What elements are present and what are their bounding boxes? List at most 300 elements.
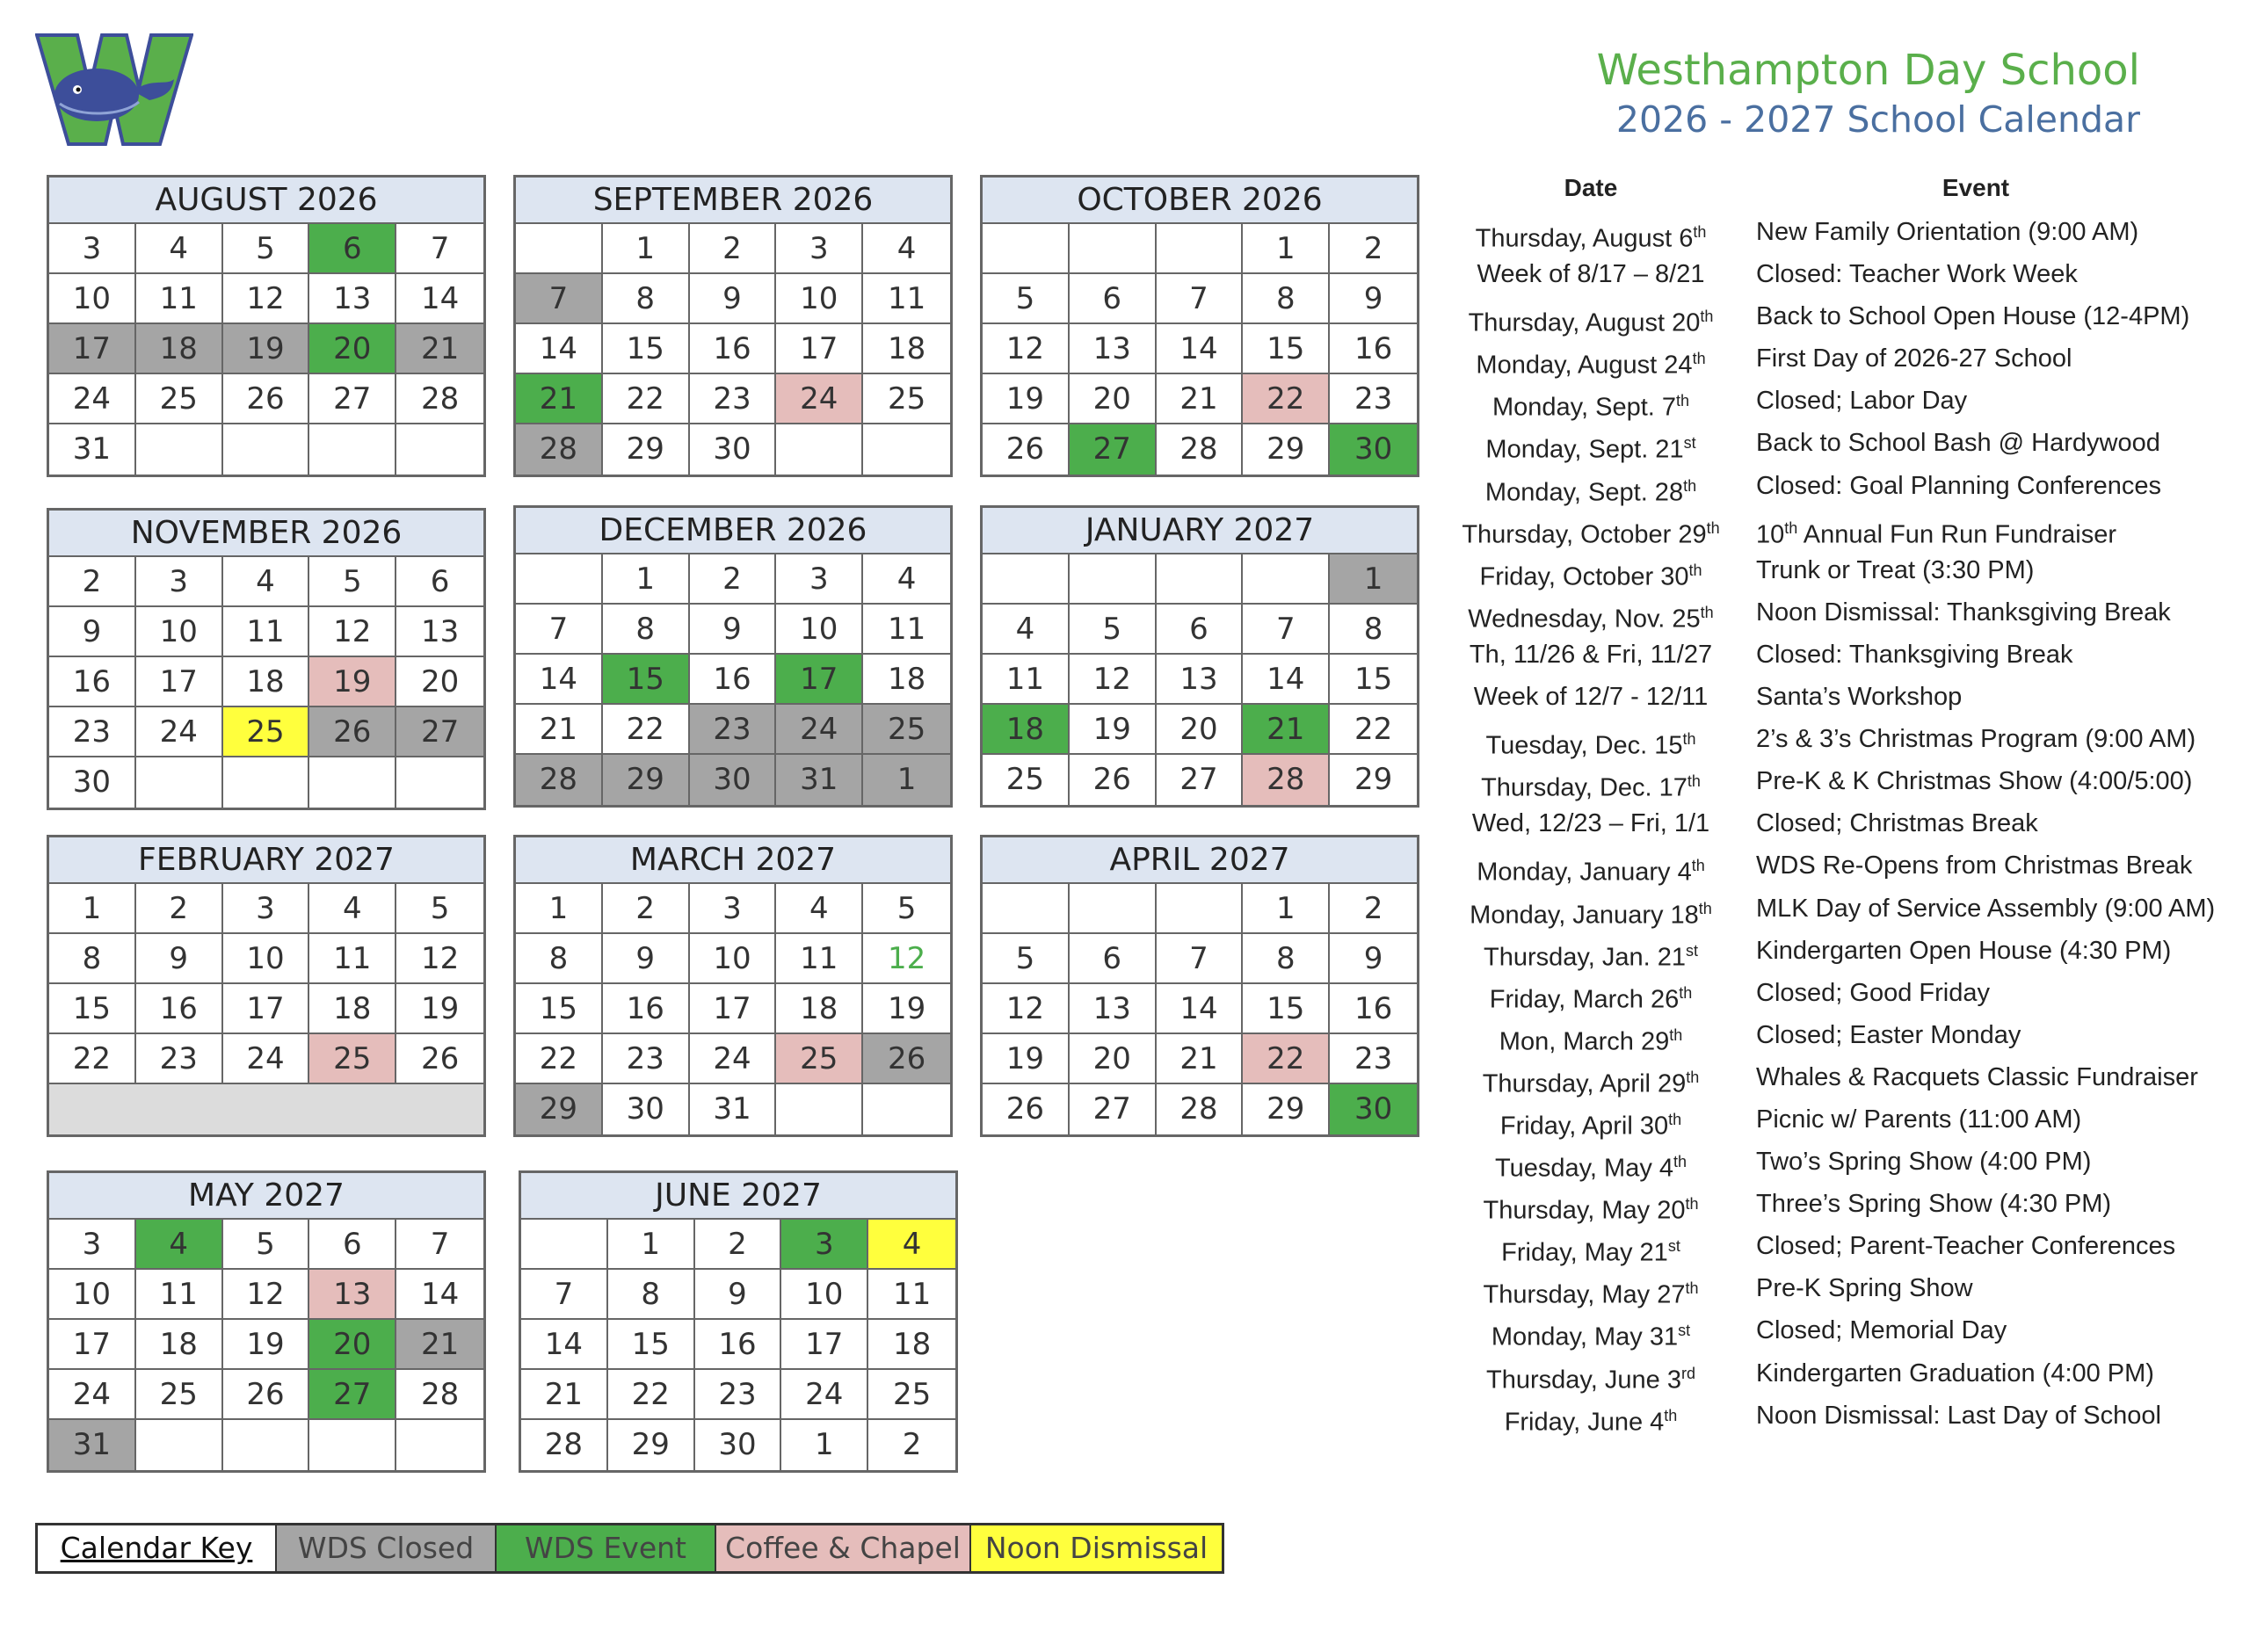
day-cell: 14: [521, 1320, 608, 1370]
month-calendar-december-2026: [513, 505, 953, 808]
day-cell: [396, 424, 483, 475]
event-date: [1459, 1056, 1723, 1098]
day-cell: 11: [863, 605, 950, 655]
event-description-text: Closed; Good Friday: [1756, 978, 1990, 1007]
day-cell: 11: [983, 655, 1070, 705]
day-cell: 21: [516, 374, 603, 424]
day-cell: 15: [608, 1320, 695, 1370]
day-cell: 14: [1157, 324, 1244, 374]
day-cell: [1157, 554, 1244, 605]
event-column-header: Event: [1942, 174, 2010, 201]
day-cell: 23: [690, 374, 777, 424]
event-description-text: WDS Re-Opens from Christmas Break: [1756, 851, 2193, 880]
event-date: [1459, 930, 1723, 972]
event-date-text: Wednesday, Nov. 25: [1468, 605, 1701, 634]
day-cell: 11: [863, 274, 950, 324]
day-cell: 20: [396, 657, 483, 707]
day-cell: 21: [1157, 1034, 1244, 1084]
day-cell: 3: [136, 557, 223, 607]
event-description: [1756, 1183, 2111, 1225]
day-cell: 22: [608, 1370, 695, 1420]
day-cell: 24: [776, 374, 863, 424]
day-cell: 5: [1070, 605, 1157, 655]
event-description-text: Trunk or Treat (3:30 PM): [1756, 555, 2035, 584]
day-cell: 14: [1243, 655, 1330, 705]
day-cell: 4: [868, 1220, 955, 1270]
event-date: [1459, 844, 1723, 887]
event-date-text: Monday, Sept. 7: [1492, 394, 1677, 423]
day-cell: 11: [136, 274, 223, 324]
event-date: [1459, 549, 1723, 591]
event-description: [1756, 253, 2078, 295]
ordinal-suffix: th: [1691, 857, 1705, 875]
day-cell: 17: [49, 324, 136, 374]
event-description-text: Back to School Open House (12-4PM): [1756, 302, 2190, 331]
ordinal-suffix: th: [1685, 1279, 1699, 1298]
day-cell: 27: [309, 1370, 396, 1420]
month-day-grid: [983, 554, 1417, 805]
event-row: [1459, 591, 2232, 634]
day-cell: 10: [776, 605, 863, 655]
date-column-header: Date: [1564, 174, 1618, 201]
day-cell: [223, 1420, 310, 1470]
day-cell: 2: [902, 1427, 922, 1462]
event-description-text: Closed; Parent-Teacher Conferences: [1756, 1232, 2176, 1261]
day-cell: 25: [868, 1370, 955, 1420]
event-date-text: Friday, April 30: [1499, 1112, 1669, 1141]
day-cell: [863, 1084, 950, 1134]
day-cell: 29: [1243, 1084, 1330, 1134]
day-cell: 17: [136, 657, 223, 707]
day-cell: 7: [516, 605, 603, 655]
month-calendar-november-2026: [47, 508, 486, 810]
school-name: Westhampton Day School: [1596, 46, 2140, 95]
ordinal-suffix: th: [1669, 1025, 1683, 1044]
event-date: [1459, 1098, 1723, 1141]
day-cell: 28: [1157, 1084, 1244, 1134]
month-calendar-february-2027: [47, 835, 486, 1137]
month-day-grid: [49, 1220, 483, 1470]
event-row: [1459, 465, 2232, 507]
event-description: [1756, 802, 2038, 844]
day-cell: 5: [309, 557, 396, 607]
day-cell: 14: [516, 324, 603, 374]
day-cell: 29: [603, 424, 690, 475]
day-cell: 4: [309, 884, 396, 934]
event-date-text: Friday, May 21: [1501, 1238, 1668, 1267]
event-description-text: Whales & Racquets Classic Fundraiser: [1756, 1062, 2198, 1091]
events-table: [1459, 174, 2232, 1437]
day-cell: 24: [690, 1034, 777, 1084]
event-description: [1756, 844, 2192, 887]
day-cell: 29: [603, 755, 690, 805]
day-cell: 16: [695, 1320, 782, 1370]
day-cell: 21: [521, 1370, 608, 1420]
ordinal-suffix: th: [1679, 983, 1693, 1002]
event-description: [1756, 930, 2171, 972]
day-cell: 24: [781, 1370, 868, 1420]
event-date-text: Week of 8/17 – 8/21: [1477, 260, 1705, 289]
event-date-text: Monday, Sept. 28: [1484, 478, 1684, 507]
day-cell: 18: [863, 324, 950, 374]
ordinal-suffix: st: [1667, 1237, 1680, 1256]
day-cell: 7: [396, 224, 483, 274]
day-cell: 19: [1070, 705, 1157, 755]
day-cell: 26: [396, 1034, 483, 1084]
month-title: MAY 2027: [49, 1173, 483, 1220]
day-cell: 1: [863, 755, 950, 805]
day-cell: 19: [983, 1034, 1070, 1084]
event-description-text: Picnic w/ Parents (11:00 AM): [1756, 1105, 2082, 1134]
day-cell: 22: [603, 705, 690, 755]
ordinal-suffix: th: [1676, 392, 1690, 410]
event-date: [1459, 1309, 1723, 1351]
month-day-grid: [983, 224, 1417, 475]
key-wds-event: WDS Event: [497, 1525, 716, 1571]
day-cell: 3: [776, 554, 863, 605]
event-description-text: Closed; Memorial Day: [1756, 1316, 2007, 1345]
day-cell: 22: [603, 374, 690, 424]
ordinal-suffix: th: [1688, 561, 1702, 579]
event-date: [1459, 1352, 1723, 1395]
event-description: [1756, 1141, 2091, 1183]
events-table-header: [1459, 174, 2232, 211]
event-date-text: Th, 11/26 & Fri, 11/27: [1469, 640, 1713, 669]
month-day-grid: [516, 884, 950, 1134]
month-title: APRIL 2027: [983, 837, 1417, 884]
event-description: [1756, 718, 2196, 760]
event-description: [1756, 1352, 2154, 1395]
day-cell: 18: [136, 1320, 223, 1370]
events-rows: [1459, 211, 2232, 1437]
day-cell: 2: [690, 224, 777, 274]
calendar-key: [35, 1523, 1224, 1574]
day-cell: 18: [136, 324, 223, 374]
key-coffee-chapel: Coffee & Chapel: [716, 1525, 971, 1571]
day-cell: 24: [136, 707, 223, 757]
event-description: [1756, 549, 2034, 591]
event-date-text: Tuesday, Dec. 15: [1485, 731, 1683, 760]
day-cell: [983, 554, 1070, 605]
month-calendar-june-2027: [519, 1170, 958, 1473]
day-cell: 14: [396, 1270, 483, 1320]
day-cell: 8: [608, 1270, 695, 1320]
month-calendar-january-2027: [980, 505, 1419, 808]
ordinal-suffix: th: [1700, 603, 1714, 621]
day-cell: 12: [1070, 655, 1157, 705]
day-cell: 14: [396, 274, 483, 324]
day-cell: 12: [396, 934, 483, 984]
event-date: [1459, 718, 1723, 760]
event-description: [1756, 591, 2171, 634]
event-date-text: Friday, October 30: [1479, 562, 1689, 591]
day-cell: 9: [690, 274, 777, 324]
event-description-text: Closed; Labor Day: [1756, 387, 1968, 416]
day-cell: 7: [1157, 274, 1244, 324]
day-cell: 15: [603, 655, 690, 705]
day-cell: 4: [136, 224, 223, 274]
day-cell: 23: [1330, 1034, 1417, 1084]
day-cell: [223, 424, 310, 475]
day-cell: 3: [781, 1220, 868, 1270]
day-cell: 9: [1330, 934, 1417, 984]
day-cell: 4: [223, 557, 310, 607]
day-cell: 18: [983, 705, 1070, 755]
event-date: [1459, 888, 1723, 930]
event-date-text: Thursday, Jan. 21: [1484, 943, 1686, 972]
event-date: [1459, 253, 1723, 295]
day-cell: [136, 1420, 223, 1470]
event-date: [1459, 760, 1723, 802]
event-row: [1459, 972, 2232, 1014]
event-description-text: Closed: Thanksgiving Break: [1756, 640, 2073, 669]
event-row: [1459, 1267, 2232, 1309]
event-description-text: First Day of 2026-27 School: [1756, 344, 2072, 373]
day-cell: 3: [49, 1220, 136, 1270]
event-row: [1459, 1183, 2232, 1225]
month-title: DECEMBER 2026: [516, 508, 950, 554]
event-row: [1459, 1352, 2232, 1395]
event-date-text: Thursday, August 6: [1475, 224, 1694, 253]
whale-w-logo-icon: [35, 33, 193, 148]
day-cell: 20: [1070, 374, 1157, 424]
day-cell: 19: [863, 984, 950, 1034]
event-date: [1459, 1395, 1723, 1437]
month-title: JUNE 2027: [521, 1173, 955, 1220]
event-date: [1459, 634, 1723, 676]
event-row: [1459, 1395, 2232, 1437]
event-description: [1756, 1225, 2175, 1267]
event-description-text: New Family Orientation (9:00 AM): [1756, 218, 2139, 246]
day-cell: 12: [863, 934, 950, 984]
day-cell: 1: [1330, 554, 1417, 605]
day-cell: 12: [983, 984, 1070, 1034]
day-cell: 11: [776, 934, 863, 984]
day-cell: [863, 424, 950, 475]
day-cell: 10: [136, 607, 223, 657]
day-cell: 9: [695, 1270, 782, 1320]
event-row: [1459, 380, 2232, 422]
day-cell: [309, 1420, 396, 1470]
day-cell: 30: [695, 1420, 782, 1470]
day-cell: 27: [1070, 1084, 1157, 1134]
day-cell: 29: [1243, 424, 1330, 475]
event-row: [1459, 930, 2232, 972]
day-cell: [396, 757, 483, 808]
month-title: MARCH 2027: [516, 837, 950, 884]
day-cell: 27: [1157, 755, 1244, 805]
day-cell: [776, 1084, 863, 1134]
day-cell: 13: [1070, 984, 1157, 1034]
day-cell: 8: [516, 934, 603, 984]
event-date-text: Week of 12/7 - 12/11: [1473, 683, 1709, 712]
event-date: [1459, 1267, 1723, 1309]
day-cell: 6: [396, 557, 483, 607]
day-cell: 26: [863, 1034, 950, 1084]
day-cell: 10: [49, 274, 136, 324]
event-description-text: Back to School Bash @ Hardywood: [1756, 429, 2160, 458]
day-cell: 8: [1243, 274, 1330, 324]
day-cell: 25: [863, 705, 950, 755]
event-date: [1459, 422, 1723, 464]
month-day-grid: [516, 554, 950, 805]
day-cell: 31: [49, 424, 136, 475]
event-date-text: Friday, March 26: [1489, 985, 1680, 1014]
event-date: [1459, 676, 1723, 718]
day-cell: 8: [603, 274, 690, 324]
day-cell: 25: [223, 707, 310, 757]
event-row: [1459, 844, 2232, 887]
day-cell: 28: [396, 374, 483, 424]
day-cell: 10: [776, 274, 863, 324]
day-cell: 19: [983, 374, 1070, 424]
day-cell: 17: [49, 1320, 136, 1370]
day-cell: 6: [1070, 934, 1157, 984]
key-wds-closed: WDS Closed: [277, 1525, 497, 1571]
event-description-text: Pre-K Spring Show: [1756, 1274, 1973, 1303]
day-cell: 23: [49, 707, 136, 757]
day-cell: 23: [690, 705, 777, 755]
day-cell: 26: [983, 1084, 1070, 1134]
day-cell: 8: [603, 605, 690, 655]
day-cell: 30: [1330, 424, 1417, 475]
event-date-text: Monday, January 4: [1477, 859, 1692, 888]
day-cell: 25: [983, 755, 1070, 805]
day-cell: 19: [309, 657, 396, 707]
day-cell: 7: [396, 1220, 483, 1270]
event-row: [1459, 211, 2232, 253]
day-cell: 22: [516, 1034, 603, 1084]
day-cell: 18: [868, 1320, 955, 1370]
day-cell: 13: [1070, 324, 1157, 374]
ordinal-suffix: th: [1693, 223, 1707, 241]
event-date-text: Thursday, June 3: [1486, 1366, 1681, 1395]
month-calendar-september-2026: [513, 175, 953, 477]
event-description-text: Santa’s Workshop: [1756, 683, 1963, 712]
day-cell: 30: [49, 757, 136, 808]
event-description-text: Closed: Teacher Work Week: [1756, 260, 2078, 289]
event-description: [1756, 1098, 2081, 1141]
ordinal-suffix: th: [1692, 350, 1706, 368]
month-calendar-april-2027: [980, 835, 1419, 1137]
ordinal-suffix: th: [1700, 308, 1714, 326]
event-description: [1756, 507, 2116, 549]
day-cell: 21: [1157, 374, 1244, 424]
day-cell: 25: [136, 1370, 223, 1420]
ordinal-suffix: th: [1683, 476, 1697, 495]
day-cell: 11: [223, 607, 310, 657]
day-cell: 25: [136, 374, 223, 424]
day-cell: 21: [396, 324, 483, 374]
day-cell: 24: [49, 374, 136, 424]
day-cell: 1: [608, 1220, 695, 1270]
event-description: [1756, 1309, 2007, 1351]
event-date: [1459, 337, 1723, 380]
event-description-text: Closed; Easter Monday: [1756, 1020, 2021, 1049]
event-date: [1459, 465, 1723, 507]
ordinal-suffix: th: [1685, 1195, 1699, 1214]
day-cell: [309, 757, 396, 808]
day-cell: 27: [309, 374, 396, 424]
day-cell: 10: [690, 934, 777, 984]
calendar-key-title-text: Calendar Key: [60, 1531, 253, 1565]
event-description-text: 2’s & 3’s Christmas Program (9:00 AM): [1756, 725, 2196, 754]
day-cell: 23: [136, 1034, 223, 1084]
event-row: [1459, 507, 2232, 549]
day-cell: 12: [983, 324, 1070, 374]
day-cell: 6: [309, 224, 396, 274]
empty-week-filler: [49, 1084, 483, 1134]
day-cell: 2: [603, 884, 690, 934]
day-cell: 4: [863, 224, 950, 274]
event-description-text: Noon Dismissal: Last Day of School: [1756, 1401, 2161, 1430]
event-row: [1459, 337, 2232, 380]
day-cell: 2: [49, 557, 136, 607]
day-cell: 18: [776, 984, 863, 1034]
ordinal-suffix: th: [1673, 1153, 1688, 1171]
ordinal-suffix: th: [1687, 772, 1701, 791]
ordinal-suffix: th: [1668, 1110, 1682, 1128]
day-cell: 1: [1243, 224, 1330, 274]
day-cell: 7: [1157, 934, 1244, 984]
event-date: [1459, 802, 1723, 844]
event-row: [1459, 1098, 2232, 1141]
ordinal-suffix: th: [1682, 730, 1696, 749]
event-row: [1459, 1309, 2232, 1351]
event-description-text: Closed; Christmas Break: [1756, 809, 2038, 838]
event-row: [1459, 253, 2232, 295]
day-cell: 6: [1157, 605, 1244, 655]
event-row: [1459, 1141, 2232, 1183]
day-cell: 28: [1157, 424, 1244, 475]
month-calendar-october-2026: [980, 175, 1419, 477]
day-cell: 21: [516, 705, 603, 755]
month-title: SEPTEMBER 2026: [516, 178, 950, 224]
event-description-text: Noon Dismissal: Thanksgiving Break: [1756, 598, 2171, 627]
event-date-text: Thursday, May 20: [1483, 1196, 1686, 1225]
day-cell: 31: [49, 1420, 136, 1470]
day-cell: 22: [49, 1034, 136, 1084]
day-cell: [1157, 884, 1244, 934]
day-cell: 29: [1354, 762, 1393, 797]
day-cell: 9: [136, 934, 223, 984]
day-cell: 25: [309, 1034, 396, 1084]
ordinal-suffix: th: [1698, 899, 1712, 917]
event-date: [1459, 1141, 1723, 1183]
day-cell: 28: [516, 424, 603, 475]
event-date-text: Mon, March 29: [1499, 1027, 1670, 1056]
day-cell: 22: [1243, 1034, 1330, 1084]
day-cell: 4: [136, 1220, 223, 1270]
day-cell: 24: [223, 1034, 310, 1084]
day-cell: 16: [690, 324, 777, 374]
day-cell: 31: [776, 755, 863, 805]
event-description: [1756, 1014, 2021, 1056]
event-date: [1459, 1225, 1723, 1267]
day-cell: 1: [49, 884, 136, 934]
event-date-text: Thursday, April 29: [1482, 1069, 1687, 1098]
event-date: [1459, 507, 1723, 549]
ordinal-suffix: rd: [1680, 1364, 1695, 1382]
day-cell: 22: [1330, 705, 1417, 755]
ordinal-suffix: th: [1784, 518, 1798, 537]
day-cell: 23: [1330, 374, 1417, 424]
day-cell: [1070, 884, 1157, 934]
day-cell: 4: [983, 605, 1070, 655]
month-day-grid: [521, 1220, 955, 1470]
event-description: [1756, 760, 2192, 802]
day-cell: 9: [49, 607, 136, 657]
